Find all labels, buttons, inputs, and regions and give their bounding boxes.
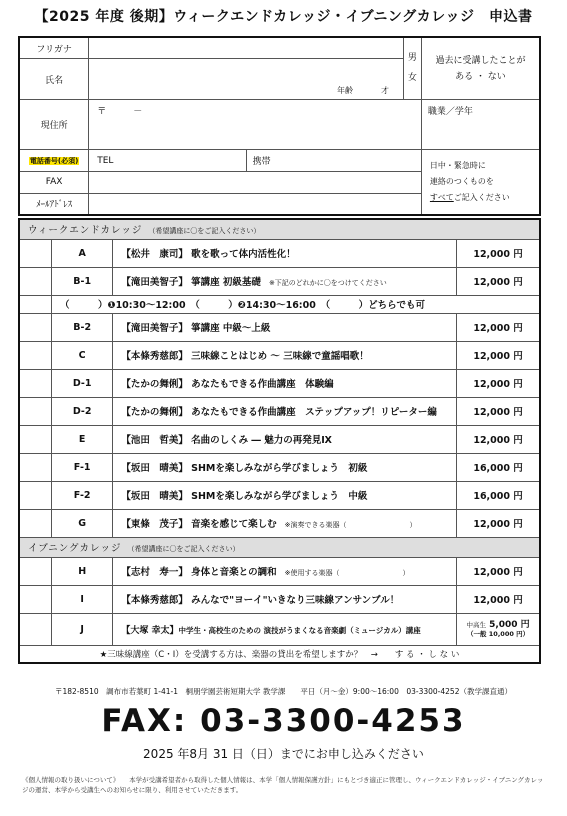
mobile-label: 携帯: [252, 157, 271, 168]
job-field[interactable]: [421, 100, 540, 150]
select-cell[interactable]: [19, 267, 52, 295]
course-row[interactable]: [19, 425, 540, 453]
male-label: 男: [407, 52, 417, 63]
fax-label: FAX: [19, 172, 89, 194]
fax-field[interactable]: [89, 172, 422, 194]
course-description: 【坂田 晴美】 SHMを楽しみながら学びましょう 中級: [113, 481, 457, 509]
course-description: 【松井 康司】 歌を歌って体内活性化！: [113, 239, 457, 267]
select-cell[interactable]: [19, 481, 52, 509]
contact-address: 〒182-8510 調布市若葉町 1-41-1 桐朋学園芸術短期大学 教学課 平日（月～金）9:00～16:00 03-3300-4252（教学課直通）: [55, 687, 512, 696]
past-attendance-field[interactable]: [421, 37, 540, 100]
course-description: 【滝田美智子】 箏講座 初級基礎 ※下記のどれかに〇をつけてください: [113, 267, 457, 295]
name-field[interactable]: [89, 59, 404, 100]
fax-number: FAX: 03-3300-4253: [101, 703, 466, 739]
course-price: 16,000 円: [457, 481, 540, 509]
select-cell[interactable]: [19, 239, 52, 267]
tel-field[interactable]: [89, 150, 246, 172]
select-cell[interactable]: [19, 295, 52, 313]
course-code: E: [52, 425, 113, 453]
course-code: B-2: [52, 313, 113, 341]
privacy-notice: 《個人情報の取り扱いについて》 本学が受講希望者から取得した個人情報は、本学「個人情報保護方針」にもとづき適正に管理し、ウィークエンドカレッジ・イブニングカレッジの運営、本学から受講生へのお知らせに限り、利用させていただきます。: [22, 776, 544, 795]
course-description: 【志村 寿一】 身体と音楽との調和 ※使用する楽器（ ）: [113, 557, 457, 585]
course-description: 【東條 茂子】 音楽を感じて楽しむ ※演奏できる楽器（ ）: [113, 509, 457, 537]
course-code: I: [52, 585, 113, 613]
course-row[interactable]: [19, 313, 540, 341]
job-label: 職業／学年: [427, 107, 473, 118]
age-unit: 才: [380, 86, 389, 96]
course-price: 12,000 円: [457, 313, 540, 341]
select-cell[interactable]: [19, 313, 52, 341]
course-row[interactable]: [19, 341, 540, 369]
course-row[interactable]: [19, 585, 540, 613]
course-code: A: [52, 239, 113, 267]
course-description: 【本條秀慈郎】 みんなで"ヨーイ"いきなり三味線アンサンブル！: [113, 585, 457, 613]
name-label: 氏名: [19, 59, 89, 100]
b1-time-options[interactable]: （ ）❶10:30～12:00 （ ）❷14:30～16:00 （ ）どちらでも可: [52, 295, 540, 313]
select-cell[interactable]: [19, 613, 52, 645]
evening-header: イブニングカレッジ （希望講座に〇をご記入ください）: [19, 537, 540, 557]
course-price: 12,000 円: [457, 267, 540, 295]
select-cell[interactable]: [19, 453, 52, 481]
course-description: 【大塚 幸太】中学生・高校生のための 演技がうまくなる音楽劇（ミュージカル）講座: [113, 613, 457, 645]
course-row[interactable]: [19, 509, 540, 537]
female-label: 女: [407, 72, 417, 83]
select-cell[interactable]: [19, 557, 52, 585]
course-code: F-1: [52, 453, 113, 481]
course-code: F-2: [52, 481, 113, 509]
course-code: C: [52, 341, 113, 369]
course-price: 16,000 円: [457, 453, 540, 481]
furigana-field[interactable]: [89, 37, 404, 59]
rental-question[interactable]: ★三味線講座（C・I）を受講する方は、楽器の貸出を希望しますか？ → す る ・ し な い: [19, 645, 540, 663]
course-price: 12,000 円: [457, 239, 540, 267]
past-attendance-question: 過去に受講したことが: [435, 55, 526, 66]
course-code: D-2: [52, 397, 113, 425]
gender-field[interactable]: [403, 37, 421, 100]
course-row[interactable]: [19, 481, 540, 509]
course-price: 12,000 円: [457, 585, 540, 613]
course-price: 12,000 円: [457, 425, 540, 453]
course-description: 【本條秀慈郎】 三味線ことはじめ ～ 三味線で童謡唱歌！: [113, 341, 457, 369]
course-code: D-1: [52, 369, 113, 397]
course-description: 【滝田美智子】 箏講座 中級～上級: [113, 313, 457, 341]
weekend-header: ウィークエンドカレッジ （希望講座に〇をご記入ください）: [19, 219, 540, 239]
select-cell[interactable]: [19, 369, 52, 397]
postal-code-mark: 〒 －: [97, 107, 143, 118]
course-price: 12,000 円: [457, 397, 540, 425]
course-code: G: [52, 509, 113, 537]
address-field[interactable]: [89, 100, 422, 150]
course-price: 12,000 円: [457, 341, 540, 369]
course-description: 【池田 哲美】 名曲のしくみ ― 魅力の再発見Ⅸ: [113, 425, 457, 453]
tel-label: TEL: [97, 155, 114, 166]
deadline: 2025 年8月 31 日（日）までにお申し込みください: [143, 747, 424, 761]
age-label: 年齢: [336, 86, 353, 96]
past-attendance-options: ある ・ ない: [455, 71, 506, 82]
address-label: 現住所: [19, 100, 89, 150]
course-row[interactable]: [19, 369, 540, 397]
course-code: H: [52, 557, 113, 585]
course-price: 中高生 5,000 円 （一般 10,000 円）: [457, 613, 540, 645]
course-row[interactable]: [19, 453, 540, 481]
course-code: J: [52, 613, 113, 645]
mobile-field[interactable]: [246, 150, 421, 172]
select-cell[interactable]: [19, 397, 52, 425]
course-description: 【たかの舞俐】 あなたもできる作曲講座 ステップアップ！リピーター編: [113, 397, 457, 425]
applicant-info-table: [18, 36, 541, 216]
course-description: 【たかの舞俐】 あなたもできる作曲講座 体験編: [113, 369, 457, 397]
email-field[interactable]: [89, 193, 422, 215]
course-row[interactable]: [19, 557, 540, 585]
course-code: B-1: [52, 267, 113, 295]
course-row[interactable]: [19, 267, 540, 295]
select-cell[interactable]: [19, 341, 52, 369]
course-price: 12,000 円: [457, 509, 540, 537]
course-row[interactable]: [19, 239, 540, 267]
select-cell[interactable]: [19, 509, 52, 537]
select-cell[interactable]: [19, 585, 52, 613]
email-label: ﾒｰﾙｱﾄﾞﾚｽ: [19, 193, 89, 215]
form-title: 【2025 年度 後期】ウィークエンドカレッジ・イブニングカレッジ 申込書: [34, 9, 533, 25]
course-table: [18, 218, 541, 664]
select-cell[interactable]: [19, 425, 52, 453]
course-price: 12,000 円: [457, 557, 540, 585]
course-row[interactable]: [19, 397, 540, 425]
contact-note: 日中・緊急時に 連絡のつくものを すべてご記入ください: [421, 150, 540, 215]
course-description: 【坂田 晴美】 SHMを楽しみながら学びましょう 初級: [113, 453, 457, 481]
phone-label: 電話番号(必須): [19, 150, 89, 172]
course-price: 12,000 円: [457, 369, 540, 397]
furigana-label: フリガナ: [19, 37, 89, 59]
